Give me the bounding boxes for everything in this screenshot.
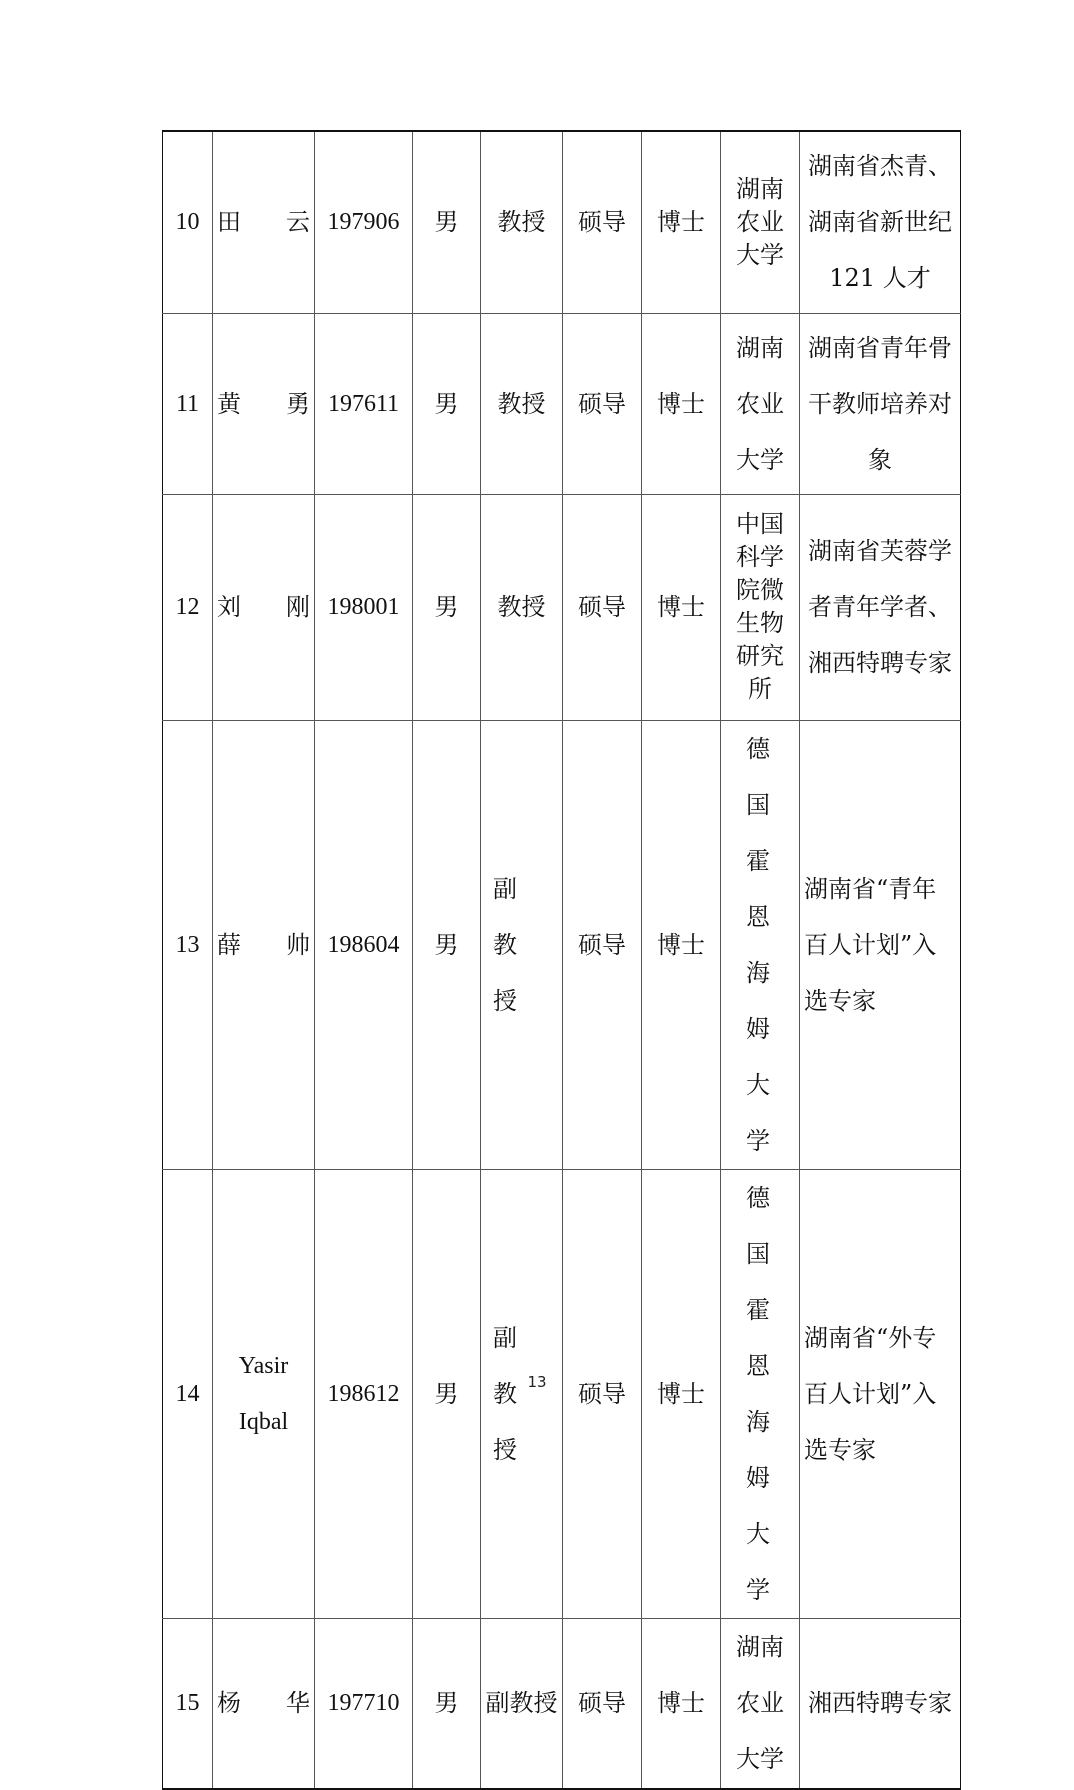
supervisor-type: 硕导 [563, 131, 642, 313]
table-row [163, 1169, 961, 1618]
degree: 博士 [642, 1169, 721, 1618]
graduate-institution: 湖南农业大学 [721, 131, 800, 313]
degree: 博士 [642, 131, 721, 313]
professional-title: 教授 [481, 313, 563, 494]
graduate-institution: 湖南农业大学 [721, 1618, 800, 1789]
degree: 博士 [642, 313, 721, 494]
professional-title: 副教授 [481, 720, 563, 1169]
graduate-institution: 德国霍恩海姆大学 [721, 720, 800, 1169]
staff-table [162, 130, 961, 1790]
supervisor-type: 硕导 [563, 313, 642, 494]
graduate-institution: 德国霍恩海姆大学 [721, 1169, 800, 1618]
professional-title: 教授 [481, 494, 563, 720]
honor-title: 湖南省青年骨干教师培养对象 [800, 313, 961, 494]
row-number: 14 [163, 1169, 213, 1618]
gender: 男 [413, 720, 481, 1169]
gender: 男 [413, 131, 481, 313]
honor-title: 湖南省“青年百人计划”入选专家 [800, 720, 961, 1169]
person-name: 杨 华 [213, 1618, 315, 1789]
honor-title: 湖南省“外专百人计划”入选专家 [800, 1169, 961, 1618]
row-number: 12 [163, 494, 213, 720]
table-row [163, 494, 961, 720]
professional-title: 副教授 [481, 1169, 563, 1618]
table-row [163, 1618, 961, 1789]
row-number: 11 [163, 313, 213, 494]
graduate-institution: 湖南农业大学 [721, 313, 800, 494]
birth-date: 198001 [315, 494, 413, 720]
person-name: 刘 刚 [213, 494, 315, 720]
supervisor-type: 硕导 [563, 1618, 642, 1789]
gender: 男 [413, 494, 481, 720]
table-row [163, 720, 961, 1169]
person-name: 薛 帅 [213, 720, 315, 1169]
birth-date: 197710 [315, 1618, 413, 1789]
supervisor-type: 硕导 [563, 1169, 642, 1618]
gender: 男 [413, 1169, 481, 1618]
person-name: 田 云 [213, 131, 315, 313]
birth-date: 198612 [315, 1169, 413, 1618]
honor-title: 湘西特聘专家 [800, 1618, 961, 1789]
row-number: 13 [163, 720, 213, 1169]
degree: 博士 [642, 1618, 721, 1789]
gender: 男 [413, 313, 481, 494]
professional-title: 副教授 [481, 1618, 563, 1789]
birth-date: 197906 [315, 131, 413, 313]
table-row [163, 313, 961, 494]
person-name: 黄 勇 [213, 313, 315, 494]
person-name: Yasir Iqbal [213, 1169, 315, 1618]
gender: 男 [413, 1618, 481, 1789]
degree: 博士 [642, 494, 721, 720]
supervisor-type: 硕导 [563, 720, 642, 1169]
page-number: 13 [527, 1373, 547, 1391]
row-number: 10 [163, 131, 213, 313]
birth-date: 197611 [315, 313, 413, 494]
birth-date: 198604 [315, 720, 413, 1169]
supervisor-type: 硕导 [563, 494, 642, 720]
professional-title: 教授 [481, 131, 563, 313]
row-number: 15 [163, 1618, 213, 1789]
table-row [163, 131, 961, 313]
graduate-institution: 中国科学院微生物研究所 [721, 494, 800, 720]
honor-title: 湖南省芙蓉学者青年学者、湘西特聘专家 [800, 494, 961, 720]
honor-title: 湖南省杰青、湖南省新世纪 121 人才 [800, 131, 961, 313]
degree: 博士 [642, 720, 721, 1169]
